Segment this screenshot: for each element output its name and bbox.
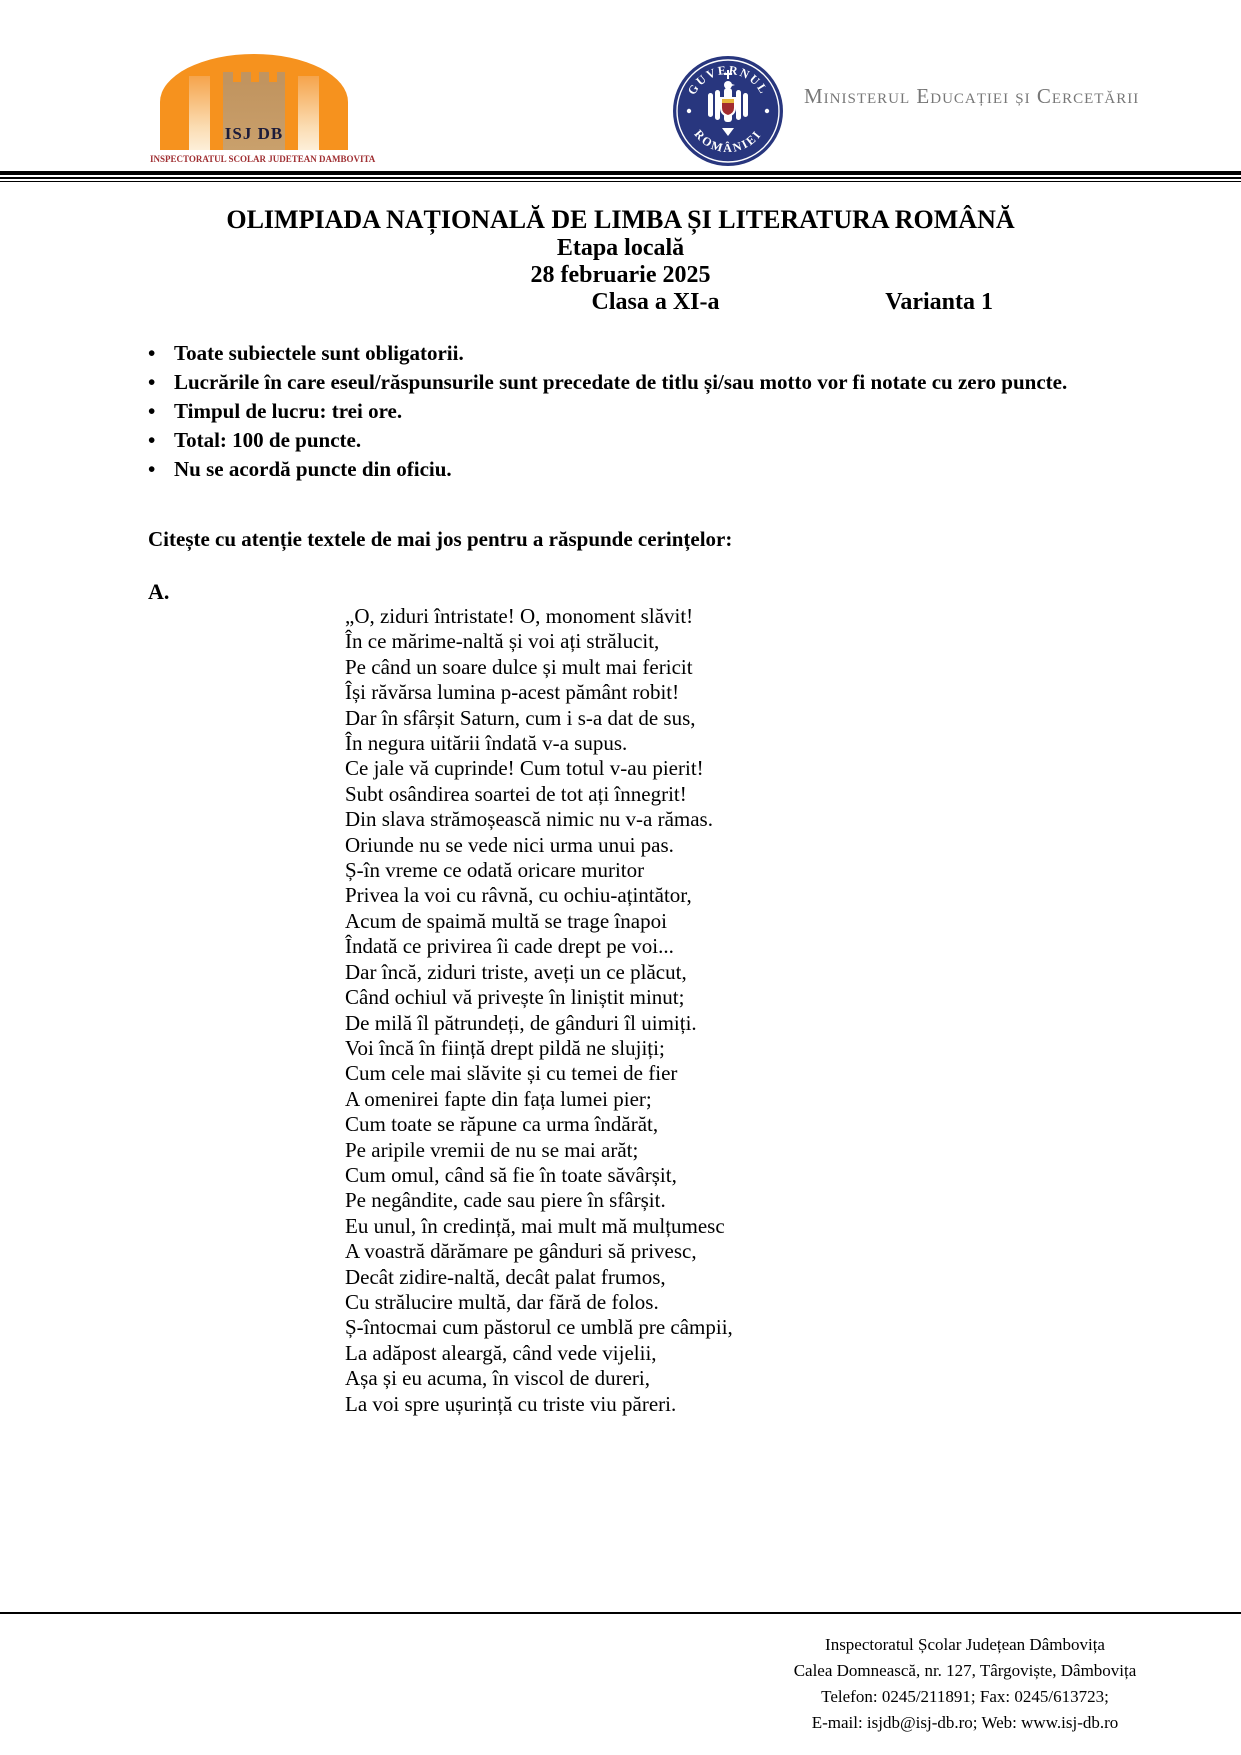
poem-line: Acum de spaimă multă se trage înapoi <box>345 908 667 933</box>
exam-title: OLIMPIADA NAȚIONALĂ DE LIMBA ȘI LITERATURA ROMÂNĂ <box>226 205 1015 234</box>
poem-line: În negura uitării îndată v-a supus. <box>345 731 628 756</box>
poem-line: La voi spre ușurință cu triste viu păreri. <box>345 1391 677 1416</box>
poem-line: Pe negândite, cade sau piere în sfârșit. <box>345 1188 666 1213</box>
instruction-text: Total: 100 de puncte. <box>174 428 362 452</box>
isj-pillar-left <box>189 76 210 150</box>
svg-text:GUVERNUL: GUVERNUL <box>684 62 772 98</box>
poem-line: Cu strălucire multă, dar fără de folos. <box>345 1289 659 1314</box>
instruction-text: Toate subiectele sunt obligatorii. <box>174 341 464 365</box>
instruction-bullet <box>148 426 1098 455</box>
poem-line: Când ochiul vă privește în liniștit minut; <box>345 985 685 1010</box>
poem-line: Din slava strămoșească nimic nu v-a rămas. <box>345 807 713 832</box>
instruction-bullet <box>148 339 1098 368</box>
instruction-bullet <box>148 455 1098 484</box>
poem-line: Își răvărsa lumina p-acest pământ robit! <box>345 680 680 705</box>
poem-line: Voi încă în ființă drept pildă ne slujiți; <box>345 1035 665 1060</box>
poem-line: Dar încă, ziduri triste, aveți un ce plăcut, <box>345 959 687 984</box>
poem-line: A voastră dărămare pe gânduri să privesc, <box>345 1239 697 1264</box>
header-divider-thin <box>0 181 1241 182</box>
exam-date: 28 februarie 2025 <box>530 262 711 288</box>
footer-contact <box>700 1632 1230 1736</box>
section-a-label: A. <box>148 579 170 604</box>
ministry-wordmark: Ministerul Educației și Cercetării <box>804 84 1140 108</box>
poem-line: În ce mărime-naltă și voi ați strălucit, <box>345 629 660 654</box>
bullet-icon: • <box>148 428 156 452</box>
footer-contact-line: Inspectoratul Școlar Județean Dâmbovița <box>825 1635 1105 1654</box>
header-divider-thick <box>0 171 1241 175</box>
footer-divider <box>0 1612 1241 1614</box>
poem-line: Cum cele mai slăvite și cu temei de fier <box>345 1061 678 1086</box>
poem-text-a <box>345 604 985 1417</box>
guvernul-romaniei-seal-icon <box>672 55 784 167</box>
poem-line: A omenirei fapte din fața lumei pier; <box>345 1086 652 1111</box>
exam-variant: Varianta 1 <box>885 289 993 315</box>
instruction-bullet <box>148 397 1098 426</box>
header-divider-medium <box>0 177 1241 179</box>
poem-line: Cum omul, când să fie în toate săvârșit, <box>345 1162 677 1187</box>
class-variant-row <box>148 289 1093 316</box>
poem-line: Pe aripile vremii de nu se mai arăt; <box>345 1137 639 1162</box>
bullet-icon: • <box>148 457 156 481</box>
svg-text:ROMÂNIEI: ROMÂNIEI <box>691 126 765 156</box>
poem-line: La adăpost aleargă, când vede vijelii, <box>345 1340 657 1365</box>
footer-contact-line: E-mail: isjdb@isj-db.ro; Web: www.isj-db.ro <box>811 1713 1119 1732</box>
footer-contact-line: Telefon: 0245/211891; Fax: 0245/613723; <box>821 1687 1109 1706</box>
read-prompt: Citește cu atenție textele de mai jos pentru a răspunde cerințelor: <box>148 527 733 551</box>
exam-stage: Etapa locală <box>556 235 685 261</box>
title-block <box>148 204 1093 316</box>
poem-line: Ș-întocmai cum păstorul ce umblă pre câmpii, <box>345 1315 733 1340</box>
instructions-list <box>148 339 1098 484</box>
poem-line: Ce jale vă cuprinde! Cum totul v-au pierit! <box>345 756 704 781</box>
poem-line: Cum toate se răpune ca urma îndărăt, <box>345 1112 659 1137</box>
poem-line: Decât zidire-naltă, decât palat frumos, <box>345 1264 666 1289</box>
poem-line: Eu unul, în credință, mai mult mă mulțumesc <box>345 1213 725 1238</box>
isj-acronym: ISJ DB <box>224 124 284 143</box>
bullet-icon: • <box>148 370 156 394</box>
poem-line: „O, ziduri întristate! O, monoment slăvit! <box>345 604 694 628</box>
bullet-icon: • <box>148 341 156 365</box>
poem-line: Privea la voi cu râvnă, cu ochiu-ațintător, <box>345 883 692 908</box>
instruction-text: Nu se acordă puncte din oficiu. <box>174 457 452 481</box>
poem-line: Ș-în vreme ce odată oricare muritor <box>345 858 645 883</box>
instruction-text: Lucrările în care eseul/răspunsurile sunt precedate de titlu și/sau motto vor fi notate cu zero puncte. <box>174 370 1068 394</box>
instruction-bullet <box>148 368 1098 397</box>
poem-line: Așa și eu acuma, în viscol de dureri, <box>345 1366 650 1391</box>
poem-line: Îndată ce privirea îi cade drept pe voi... <box>345 934 674 959</box>
instruction-text: Timpul de lucru: trei ore. <box>174 399 403 423</box>
isj-caption: INSPECTORATUL SCOLAR JUDETEAN DAMBOVITA <box>150 154 376 164</box>
poem-line: Dar în sfârșit Saturn, cum i s-a dat de sus, <box>345 705 696 730</box>
isj-tower-crenellations <box>223 72 285 82</box>
poem-line: Subt osândirea soartei de tot ați înnegrit! <box>345 781 687 806</box>
poem-line: Pe când un soare dulce și mult mai fericit <box>345 654 693 679</box>
exam-class: Clasa a XI-a <box>591 289 720 315</box>
poem-line: Oriunde nu se vede nici urma unui pas. <box>345 832 674 857</box>
isj-pillar-right <box>298 76 319 150</box>
bullet-icon: • <box>148 399 156 423</box>
poem-line: De milă îl pătrundeți, de gânduri îl uimiți. <box>345 1010 697 1035</box>
footer-contact-line: Calea Domnească, nr. 127, Târgoviște, Dâmbovița <box>793 1661 1137 1680</box>
isj-db-logo <box>150 52 376 170</box>
